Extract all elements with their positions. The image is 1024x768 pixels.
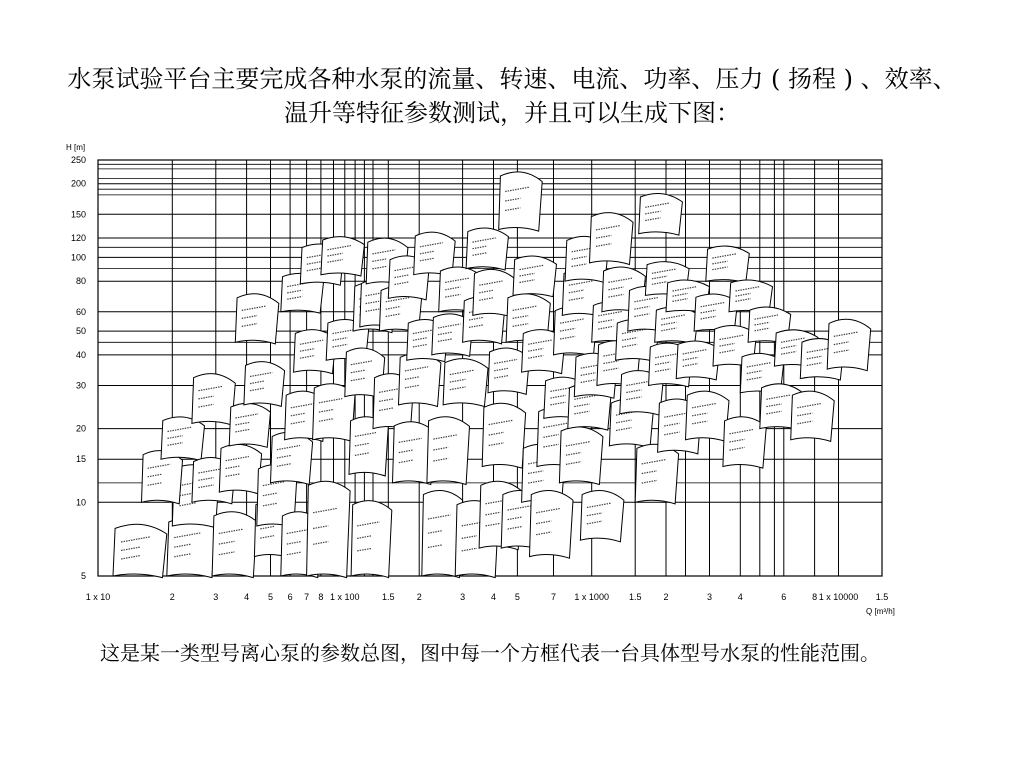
- x-tick-label: 8: [318, 592, 324, 602]
- x-tick-label: 1.5: [875, 592, 889, 602]
- pump-range-box: [235, 294, 278, 344]
- pump-range-box: [351, 501, 392, 578]
- y-tick-label: 10: [75, 497, 86, 508]
- pump-range-box: [499, 172, 543, 231]
- pump-range-box: [229, 403, 270, 447]
- x-tick-label: 8: [812, 592, 818, 602]
- pump-range-box: [559, 427, 603, 485]
- x-tick-label: 6: [781, 592, 787, 602]
- pump-range-box: [192, 374, 235, 425]
- y-tick-label: 80: [75, 276, 86, 287]
- pump-range-box: [219, 444, 261, 494]
- x-axis-label: Q [m³/h]: [866, 607, 895, 616]
- x-tick-label: 1 x 10: [85, 592, 111, 602]
- x-tick-label: 4: [244, 592, 250, 602]
- y-tick-label: 100: [70, 252, 86, 263]
- x-tick-label: 3: [213, 592, 219, 602]
- x-tick-label: 2: [416, 592, 422, 602]
- pump-range-box: [513, 256, 557, 297]
- y-tick-label: 5: [80, 571, 86, 581]
- slide-title: 水泵试验平台主要完成各种水泵的流量、转速、电流、功率、压力 ( 扬程 ) 、效率、温升等特征参数测试，并且可以生成下图：: [67, 65, 957, 127]
- slide-caption: 这是某一类型号离心泵的参数总图，图中每一个方框代表一台具体型号水泵的性能范围。: [100, 641, 880, 665]
- pump-range-box: [244, 362, 285, 407]
- x-tick-label: 1 x 1000: [574, 592, 609, 602]
- y-tick-label: 40: [75, 349, 86, 360]
- pump-range-box: [399, 353, 441, 406]
- pump-range-box: [321, 237, 365, 276]
- pump-range-box: [466, 228, 508, 270]
- y-tick-label: 200: [70, 178, 86, 189]
- x-tick-label: 3: [460, 592, 466, 602]
- y-axis-label: H [m]: [66, 143, 86, 152]
- x-tick-label: 5: [267, 592, 274, 602]
- pump-range-box: [212, 512, 257, 578]
- y-tick-label: 30: [75, 380, 86, 391]
- pump-range-box: [639, 193, 683, 235]
- pump-range-box: [590, 213, 634, 265]
- y-tick-label: 150: [70, 209, 86, 220]
- pump-range-box: [686, 391, 730, 441]
- pump-range-box: [161, 417, 205, 461]
- pump-range-box: [271, 432, 313, 484]
- x-tick-label: 1.5: [628, 592, 642, 602]
- x-tick-label: 6: [287, 592, 293, 602]
- x-tick-label: 2: [663, 592, 669, 602]
- pump-range-box: [655, 307, 699, 344]
- x-tick-label: 3: [706, 592, 713, 602]
- x-tick-label: 7: [304, 592, 310, 602]
- pump-range-box: [791, 391, 835, 441]
- y-tick-label: 250: [70, 155, 86, 165]
- pump-range-box: [427, 417, 470, 485]
- pump-range-box: [113, 524, 167, 577]
- pump-range-box: [827, 319, 871, 370]
- pump-range-box: [482, 403, 525, 468]
- pump-range-box: [307, 481, 351, 577]
- x-tick-label: 1.5: [382, 592, 395, 602]
- y-tick-label: 15: [75, 454, 86, 465]
- pump-range-box: [580, 491, 624, 542]
- x-tick-label: 4: [490, 592, 497, 602]
- pump-range-box: [443, 359, 488, 407]
- pump-range-box: [530, 491, 574, 559]
- pump-range-box: [635, 444, 678, 504]
- x-tick-label: 1 x 100: [330, 592, 360, 602]
- pump-range-box: [706, 246, 750, 282]
- x-tick-label: 5: [514, 592, 520, 602]
- y-tick-label: 20: [75, 423, 86, 434]
- x-tick-label: 7: [550, 592, 557, 602]
- x-tick-label: 1 x 10000: [818, 592, 859, 602]
- x-tick-label: 2: [169, 592, 175, 602]
- x-tick-label: 4: [737, 592, 743, 602]
- y-tick-label: 50: [75, 326, 86, 337]
- y-tick-label: 60: [75, 306, 86, 317]
- pump-range-box: [167, 518, 216, 578]
- y-tick-label: 120: [70, 233, 86, 243]
